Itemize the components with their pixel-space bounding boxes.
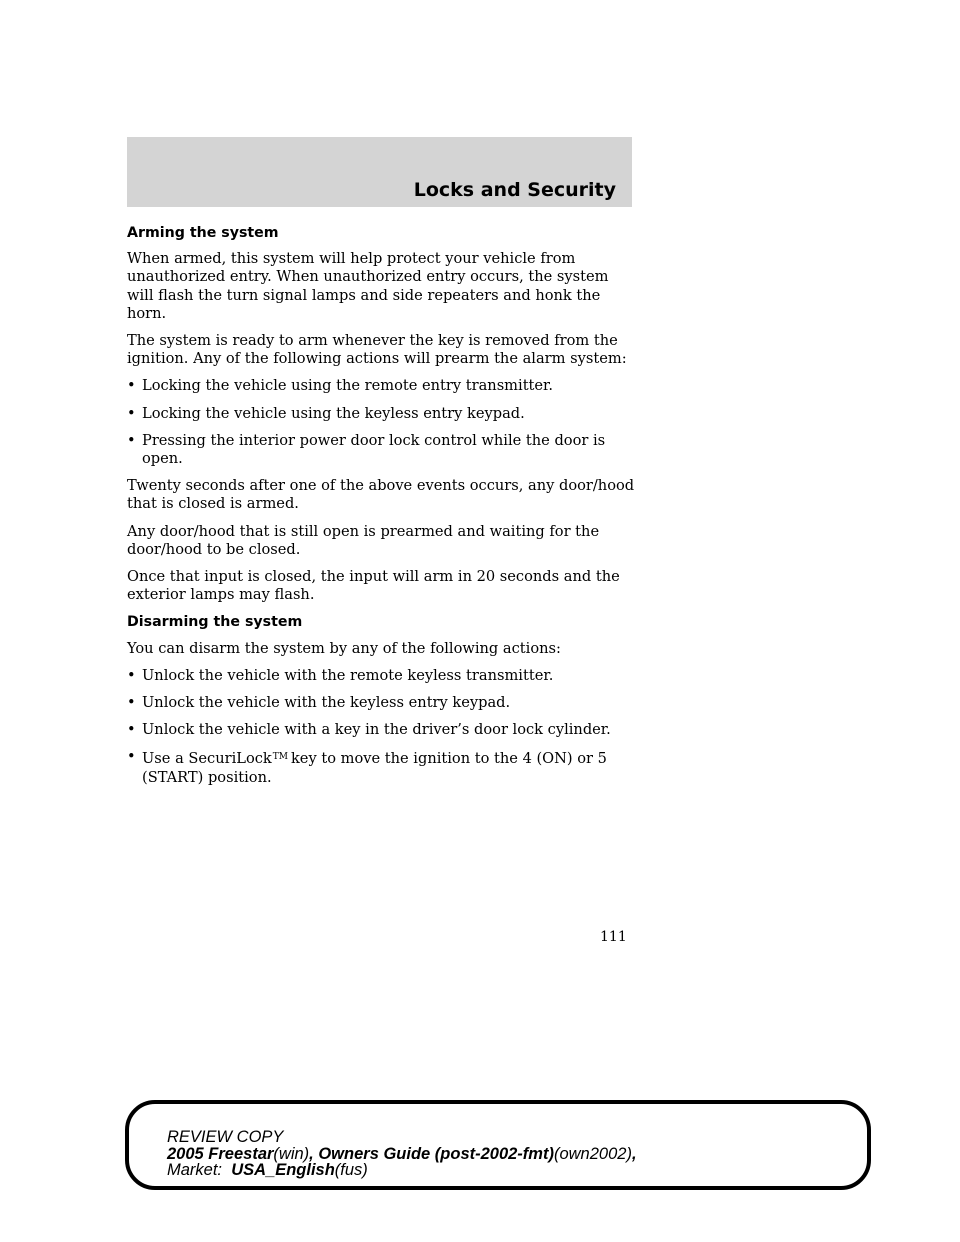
footer-text [167, 1129, 637, 1179]
bullet-icon: • [127, 694, 136, 712]
bullet-icon: • [127, 377, 136, 395]
page-number: 111 [600, 929, 627, 945]
list-item: • Unlock the vehicle with the remote keyless transmitter. [127, 666, 554, 684]
section-title: Locks and Security [413, 179, 616, 201]
prearm-actions-list [127, 377, 637, 468]
review-copy-label: REVIEW COPY [167, 1128, 284, 1146]
bullet-icon: • [127, 431, 136, 449]
arming-paragraph-1: When armed, this system will help protect your vehicle from unauthorized entry. When unauthorized entry occurs, the system will flash the turn signal lamps and side repeaters and honk the horn. [127, 250, 609, 322]
trademark-mark: TM [272, 752, 288, 763]
section-header-band [127, 137, 632, 207]
list-item: • Locking the vehicle using the keyless entry keypad. [127, 404, 525, 422]
arming-heading: Arming the system [127, 225, 279, 241]
bullet-icon: • [127, 721, 136, 739]
disarm-actions-list [127, 667, 637, 787]
page-content [127, 220, 637, 796]
review-copy-footer [125, 1100, 871, 1190]
disarming-heading: Disarming the system [127, 614, 303, 631]
arming-paragraph-3: Twenty seconds after one of the above events occurs, any door/hood that is closed is armed. [127, 477, 635, 513]
arming-paragraph-4: Any door/hood that is still open is prearmed and waiting for the door/hood to be closed. [127, 522, 600, 558]
bullet-icon: • [127, 404, 136, 422]
arming-paragraph-2: The system is ready to arm whenever the key is removed from the ignition. Any of the following actions will prearm the alarm system: [127, 332, 627, 368]
list-item: • Pressing the interior power door lock control while the door is open. [127, 431, 606, 468]
bullet-icon: • [127, 748, 136, 766]
list-item: • Locking the vehicle using the remote entry transmitter. [127, 377, 554, 395]
bullet-icon: • [127, 666, 136, 684]
list-item: • Unlock the vehicle with the keyless entry keypad. [127, 694, 511, 712]
list-item: • Use a SecuriLock™ key to move the ignition to the 4 (ON) or 5 (START) position. [127, 748, 607, 786]
footer-publication-line: 2005 Freestar(win), Owners Guide (post-2002-fmt)(own2002), [167, 1144, 637, 1163]
disarming-intro: You can disarm the system by any of the following actions: [127, 639, 561, 657]
list-item: • Unlock the vehicle with a key in the driver’s door lock cylinder. [127, 721, 611, 739]
arming-paragraph-5: Once that input is closed, the input will arm in 20 seconds and the exterior lamps may flash. [127, 568, 620, 604]
footer-market-line: Market: USA_English(fus) [167, 1161, 368, 1179]
